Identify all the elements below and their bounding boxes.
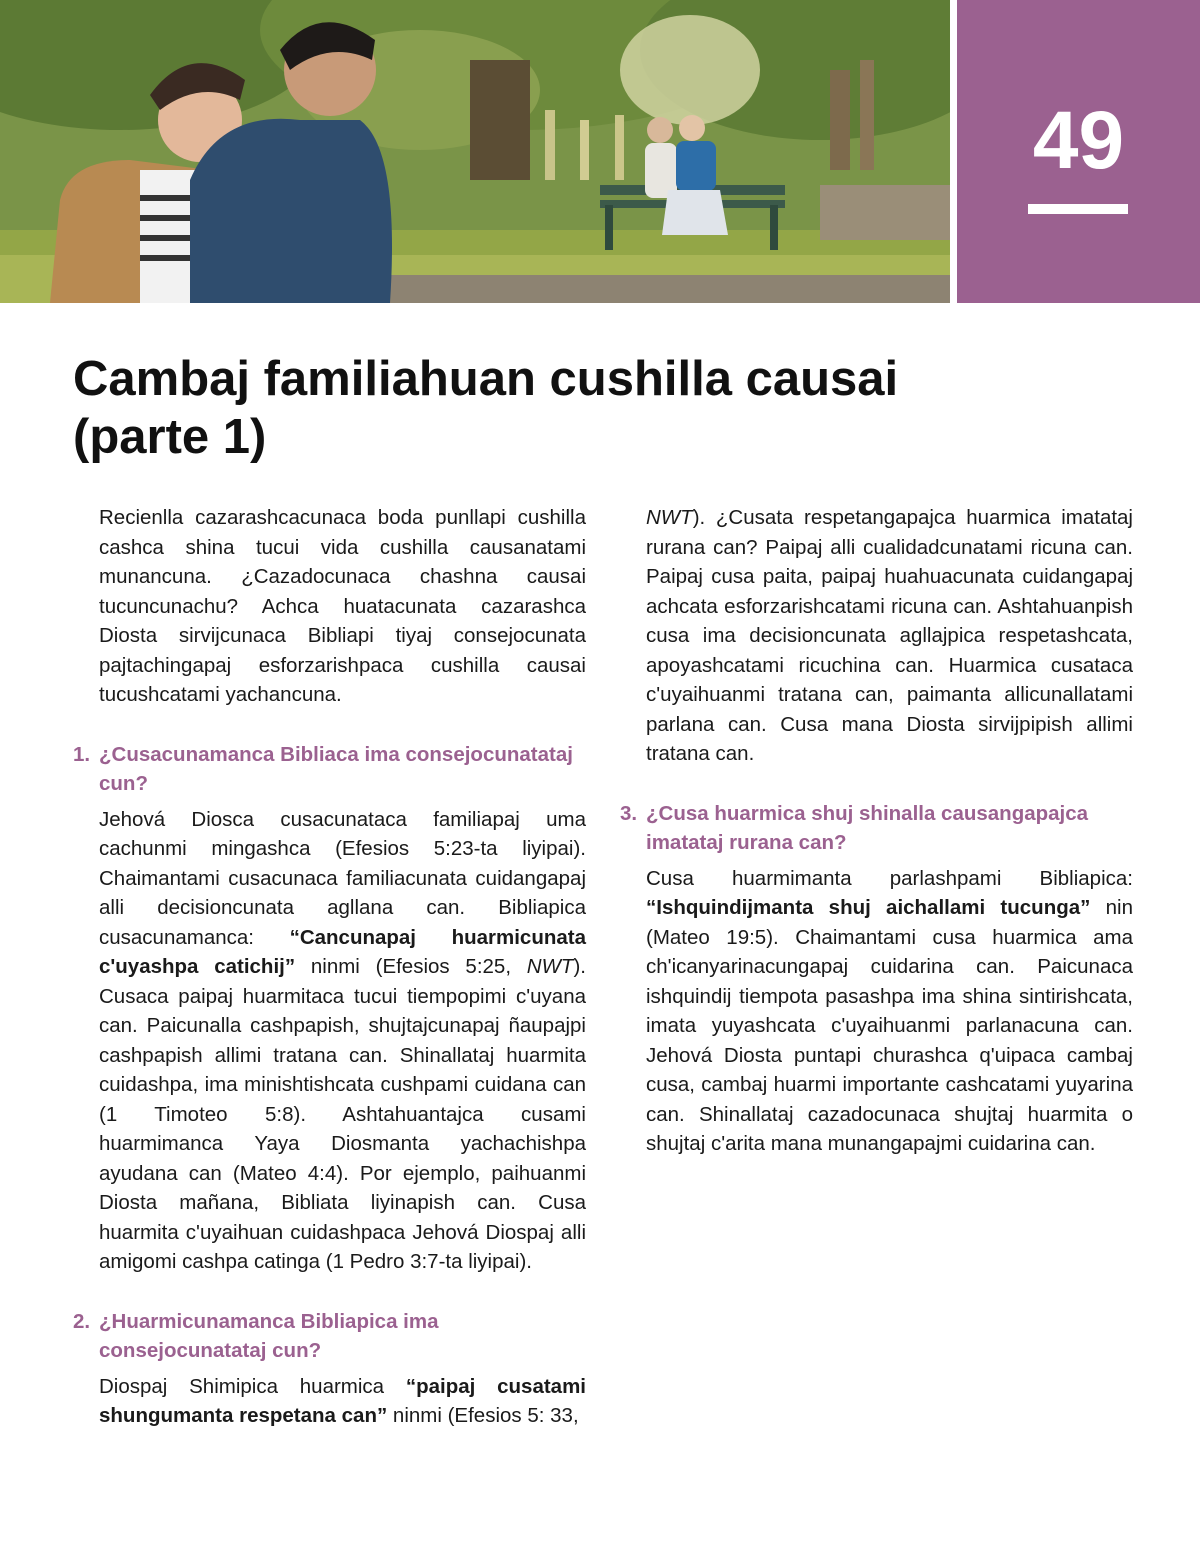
section-2-text-a: Diospaj Shimipica huarmica [99,1374,406,1398]
section-2-paragraph-cont [646,503,1133,769]
park-couple-photo-icon [0,0,950,303]
section-3-paragraph [646,864,1133,1159]
page-title-line-2: (parte 1) [73,410,267,464]
section-2-nwt-ref: NWT [646,506,693,529]
left-column [73,503,586,1431]
section-1-text-a: Jehová Diosca cusacunataca familiapaj uma cachunmi mingashca (Efesios 5:23-ta liyipai). Chaimantami cusacunaca familiacunata cuidangapaj alli decisioncunata agllana can. Bibliapica cusacunamanca: [99,807,586,949]
section-1-paragraph [99,805,586,1277]
section-3-text-a: Cusa huarmimanta parlashpami Bibliapica: [646,866,1133,890]
right-column [620,503,1133,1159]
question-1-heading [73,740,586,799]
intro-paragraph: Recienlla cazarashcacunaca boda punllapi cushilla cashca shina tucui vida cushilla causanatami munancuna. ¿Cazadocunaca chashna causai tucuncunachu? Achca huatacunata cazarashca Diosta sirvijcunaca Bibliapi tiyaj consejocunata pajtachingapaj esforzarishpaca cushilla causai tucushcatami yachancuna. [99,506,586,706]
question-3-text: ¿Cusa huarmica shuj shinalla causangapajca imatataj rurana can? [646,801,1089,854]
lesson-number-box [957,0,1200,303]
section-1-text-c: ). Cusaca paipaj huarmitaca tucui tiempopimi c'uyana can. Paicunalla cashpapish, shujtajcunapaj ñaupajpi cashpapish allimi tratana can. Shinallataj huarmita cuidashpa, ima minishtishcata cushpami cuidana can (1 Timoteo 5:8). Ashtahuantajca cusami huarmimanca Yaya Diosmanta yachachishpa ayudana can (Mateo 4:4). Por ejemplo, paihuanmi Diosta mañana, Bibliata liyinapish can. Cusa huarmita c'uyaihuan cuidashpaca Jehová Diospaj alli amigomi cashpa catinga (1 Pedro 3:7-ta liyipai). [99,955,586,1273]
section-2-bold-quote: “paipaj cusatami shungumanta respetana can” [99,1374,586,1427]
question-2-number: 2. [73,1309,91,1333]
section-1-text-b: ninmi (Efesios 5:25, [295,955,527,978]
lesson-number-underline [1028,204,1128,214]
section-2-text-c: ). ¿Cusata respetangapajca huarmica imatataj rurana can? Paipaj alli cualidadcunatami ricuna can. Paipaj cusa paita, paipaj huahuacunata cuidangapaj achcata esforzarishcatami ricuna can. Ashtahuanpish cusa ima decisioncunata agllajpica respetashcata, apoyashcatami ricuchina can. Huarmica cusataca c'uyaihuanmi tratana can, paimanta allicunallatami parlana can. Cusa mana Diosta sirvijpipish allimi tratana can. [646,506,1133,765]
section-2-paragraph-start [99,1372,586,1431]
question-2-heading [73,1307,586,1366]
question-3-number: 3. [620,801,638,825]
section-3-bold-quote: “Ishquindijmanta shuj aichallami tucunga” [646,896,1091,919]
section-3-text-b: nin (Mateo 19:5). Chaimantami cusa huarmica ama ch'icanyarinacungapaj cuidarina can. Paicunaca ishquindij tiempota pasashpa ima shina sintirishcata, imata yuyashcata c'uyaihuanmi parlanacuna can. Jehová Diosta puntapi churashca q'uipaca cambaj cusa, cambaj huarmi importante cashcatami yuyarina can. Shinallataj cazadocunaca shujtaj huarmita o shujtaj c'arita mana munangapajmi cuidarina can. [646,896,1133,1155]
section-1-bold-quote: “Cancunapaj huarmicunata c'uyashpa catichij” [99,925,586,978]
section-1-nwt-ref: NWT [526,955,574,978]
question-2-text: ¿Huarmicunamanca Bibliapica ima consejocunatataj cun? [99,1309,439,1362]
question-1-text: ¿Cusacunamanca Bibliaca ima consejocunatataj cun? [99,742,573,795]
question-1-number: 1. [73,742,91,766]
hero-photo [0,0,950,303]
lesson-number: 49 [1032,95,1125,186]
question-3-heading [620,799,1133,858]
page-title [73,350,1123,466]
page-title-line-1: Cambaj familiahuan cushilla causai [73,352,899,406]
section-2-text-b: ninmi (Efesios 5: 33, [387,1404,579,1427]
